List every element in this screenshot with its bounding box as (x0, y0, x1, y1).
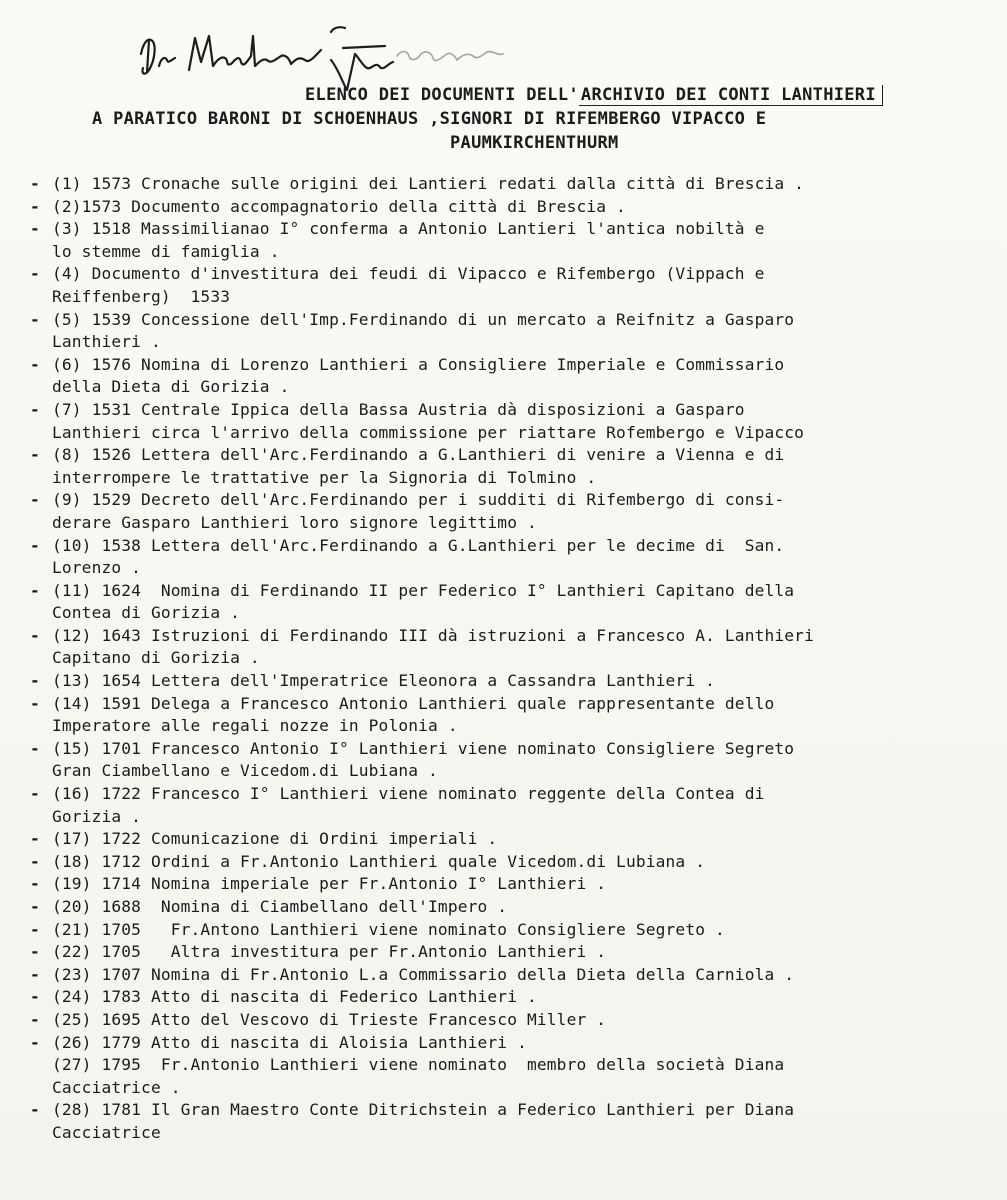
dash-mark: - (30, 1100, 40, 1120)
list-item-text: (22) 1705 Altra investitura per Fr.Antonio Lanthieri . (52, 942, 607, 962)
list-item-text: (3) 1518 Massimilianao I° conferma a Antonio Lantieri l'antica nobiltà e lo stemme di famiglia . (52, 219, 765, 261)
list-item-text: (28) 1781 Il Gran Maestro Conte Ditrichstein a Federico Lanthieri per Diana Cacciatrice (52, 1100, 795, 1142)
list-item-text: (13) 1654 Lettera dell'Imperatrice Eleonora a Cassandra Lanthieri . (52, 671, 716, 691)
dash-mark: - (30, 490, 40, 510)
list-item-text: (7) 1531 Centrale Ippica della Bassa Austria dà disposizioni a Gasparo Lanthieri circa l'arrivo della commissione per riattare Rofembergo e Vipacco (52, 399, 805, 442)
dash-mark: - (30, 942, 40, 962)
dash-mark: - (30, 987, 40, 1007)
dash-mark: - (30, 196, 40, 216)
dash-mark: - (30, 535, 40, 555)
list-item-text: (24) 1783 Atto di nascita di Federico Lanthieri . (52, 987, 537, 1007)
list-item (30, 693, 980, 738)
list-item (30, 851, 980, 874)
list-item-text: (14) 1591 Delega a Francesco Antonio Lanthieri quale rappresentante dello Imperatore alle regali nozze in Polonia . (52, 693, 775, 736)
dash-mark: - (30, 671, 40, 691)
list-item-text: (2)1573 Documento accompagnatorio della città di Brescia . (52, 196, 626, 216)
heading-line-3: PAUMKIRCHENTHURM (450, 133, 619, 153)
list-item-text: (15) 1701 Francesco Antonio I° Lanthieri viene nominato Consigliere Segreto Gran Ciambellano e Vicedom.di Lubiana . (52, 738, 795, 781)
list-item (30, 986, 980, 1009)
dash-mark: - (30, 174, 40, 193)
list-item (30, 196, 980, 219)
dash-mark: - (30, 264, 40, 284)
dash-mark: - (30, 354, 40, 374)
list-item (30, 263, 980, 308)
list-item-text: (12) 1643 Istruzioni di Ferdinando III dà istruzioni a Francesco A. Lanthieri Capitano di Gorizia . (52, 625, 814, 668)
list-item-text: (5) 1539 Concessione dell'Imp.Ferdinando di un mercato a Reifnitz a Gasparo Lanthieri . (52, 309, 795, 352)
heading-line-1-part-a: ELENCO DEI DOCUMENTI DELL' (305, 85, 579, 105)
list-item (30, 1099, 980, 1144)
list-item (30, 444, 980, 489)
list-item (30, 218, 980, 263)
dash-mark: - (30, 625, 40, 645)
list-item-text: (8) 1526 Lettera dell'Arc.Ferdinando a G.Lanthieri di venire a Vienna e di interrompere le trattative per la Signoria di Tolmino . (52, 445, 785, 487)
list-item (30, 580, 980, 625)
list-item (30, 896, 980, 919)
list-item-text: (4) Documento d'investitura dei feudi di Vipacco e Rifembergo (Vippach e Reiffenberg) 1533 (52, 264, 765, 306)
list-item (30, 873, 980, 896)
list-item-text: (20) 1688 Nomina di Ciambellano dell'Impero . (52, 897, 508, 916)
list-item-text: (19) 1714 Nomina imperiale per Fr.Antonio I° Lanthieri . (52, 874, 607, 894)
heading-line-1-archive-box: ARCHIVIO DEI CONTI LANTHIERI (579, 85, 883, 106)
list-item (30, 625, 980, 670)
dash-mark: - (30, 1032, 40, 1052)
list-item (30, 738, 980, 783)
dash-mark: - (30, 445, 40, 465)
list-item (30, 354, 980, 399)
list-item (30, 919, 980, 942)
list-item-text: (9) 1529 Decreto dell'Arc.Ferdinando per i sudditi di Rifembergo di consi- derare Gasparo Lanthieri loro signore legittimo . (52, 490, 785, 532)
list-item (30, 828, 980, 851)
list-item-text: (10) 1538 Lettera dell'Arc.Ferdinando a G.Lanthieri per le decime di San. Lorenzo . (52, 535, 785, 578)
dash-mark: - (30, 829, 40, 849)
list-item-text: (11) 1624 Nomina di Ferdinando II per Federico I° Lanthieri Capitano della Contea di Gorizia . (52, 580, 795, 623)
list-item (30, 535, 980, 580)
list-item-text: (23) 1707 Nomina di Fr.Antonio L.a Commissario della Dieta della Carniola . (52, 964, 795, 984)
dash-mark: - (30, 219, 40, 239)
list-item (30, 1032, 980, 1055)
list-item (30, 941, 980, 964)
list-item (30, 1009, 980, 1032)
list-item (30, 670, 980, 693)
dash-mark: - (30, 738, 40, 758)
list-item-text: (25) 1695 Atto del Vescovo di Trieste Francesco Miller . (52, 1009, 607, 1029)
dash-mark: - (30, 399, 40, 419)
list-item (30, 173, 980, 196)
list-item (30, 1054, 980, 1099)
dash-mark: - (30, 309, 40, 329)
list-item-text: (27) 1795 Fr.Antonio Lanthieri viene nominato membro della società Diana Cacciatrice . (52, 1055, 785, 1097)
list-item-text: (26) 1779 Atto di nascita di Aloisia Lanthieri . (52, 1032, 527, 1052)
list-item-text: (17) 1722 Comunicazione di Ordini imperiali . (52, 829, 498, 849)
list-item-text: (21) 1705 Fr.Antono Lanthieri viene nominato Consigliere Segreto . (52, 919, 725, 939)
dash-mark: - (30, 851, 40, 871)
heading-line-1 (305, 83, 883, 107)
list-item (30, 783, 980, 828)
dash-mark: - (30, 964, 40, 984)
document-list (30, 173, 980, 1145)
dash-mark: - (30, 874, 40, 894)
dash-mark: - (30, 1009, 40, 1029)
list-item-text: (18) 1712 Ordini a Fr.Antonio Lanthieri quale Vicedom.di Lubiana . (52, 851, 706, 871)
dash-mark: - (30, 784, 40, 804)
list-item (30, 399, 980, 444)
list-item-text: (1) 1573 Cronache sulle origini dei Lantieri redati dalla città di Brescia . (52, 174, 805, 193)
list-item (30, 489, 980, 534)
list-item (30, 309, 980, 354)
dash-mark: - (30, 919, 40, 939)
dash-mark: - (30, 580, 40, 600)
heading-line-2: A PARATICO BARONI DI SCHOENHAUS ,SIGNORI DI RIFEMBERGO VIPACCO E (92, 109, 767, 129)
dash-mark: - (30, 897, 40, 916)
list-item-text: (6) 1576 Nomina di Lorenzo Lanthieri a Consigliere Imperiale e Commissario della Dieta di Gorizia . (52, 354, 785, 397)
dash-mark: - (30, 693, 40, 713)
list-item-text: (16) 1722 Francesco I° Lanthieri viene nominato reggente della Contea di Gorizia . (52, 784, 765, 826)
list-item (30, 964, 980, 987)
